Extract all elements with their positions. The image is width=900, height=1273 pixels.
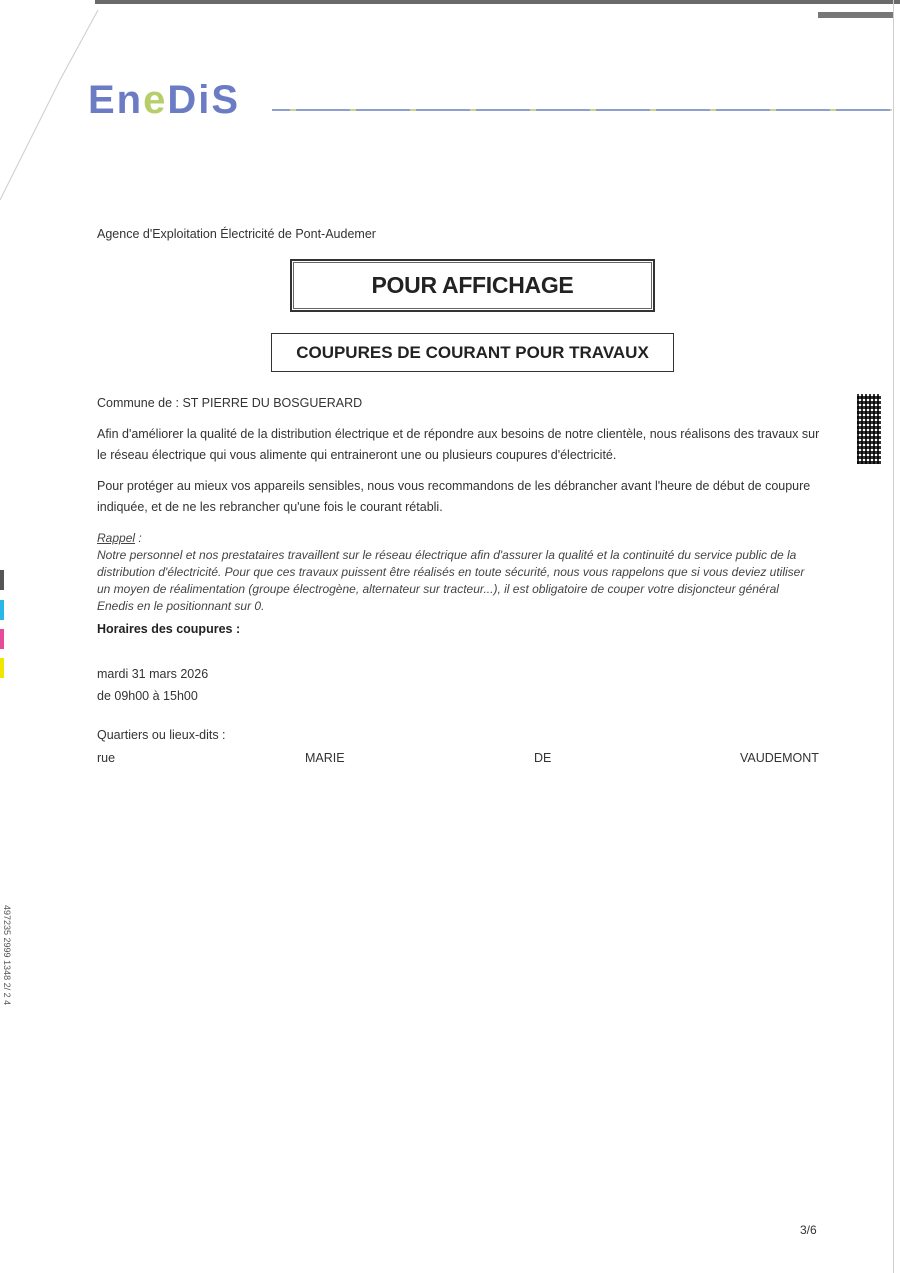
color-mark-black (0, 570, 4, 590)
subtitle-text: COUPURES DE COURANT POUR TRAVAUX (296, 342, 649, 362)
rappel-text: Notre personnel et nos prestataires travaillent sur le réseau électrique afin d'assurer la qualité et la continuité du service public de la distribution d'électricité. Pour que ces travaux puissent être réalisés en toute sécurité, nous vous rappelons que si vous deviez utiliser un moyen de réalimentation (groupe électrogène, alternateur sur tracteur...), il est obligatoire de couper votre disjoncteur général Enedis en le positionnant sur 0. (97, 548, 805, 613)
color-mark-magenta (0, 629, 4, 649)
side-reference-text: 497235 2999 1348 2/ 2 4 (2, 905, 12, 1006)
title-box (290, 259, 655, 312)
rappel-label: Rappel (97, 531, 136, 545)
page-number: 3/6 (800, 1223, 817, 1237)
scan-right-edge (893, 0, 894, 1273)
title-text: POUR AFFICHAGE (371, 272, 574, 298)
outage-time: de 09h00 à 15h00 (97, 689, 198, 703)
street-word-1: rue (97, 751, 116, 765)
street-word-4: VAUDEMONT (740, 751, 819, 765)
street-word-2: MARIE (305, 751, 345, 765)
horaires-heading: Horaires des coupures : (97, 622, 241, 636)
paragraph-advice: Pour protéger au mieux vos appareils sensibles, nous vous recommandons de les débrancher avant l'heure de début de coupure indiquée, et de ne les rebrancher qu'une fois le courant rétabli. (97, 479, 811, 514)
scan-top-edge (95, 0, 900, 4)
enedis-logo: EneDiS (88, 78, 241, 122)
subtitle-box (271, 333, 674, 372)
color-mark-cyan (0, 600, 4, 620)
commune-line: Commune de : ST PIERRE DU BOSGUERARD (97, 396, 363, 410)
scan-corner-mark (818, 12, 894, 18)
outage-schedule (97, 663, 208, 707)
rappel-block (97, 530, 817, 615)
logo-rule (272, 109, 892, 111)
street-word-3: DE (534, 751, 552, 765)
paragraph-intro: Afin d'améliorer la qualité de la distribution électrique et de répondre aux besoins de notre clientèle, nous réalisons des travaux sur le réseau électrique qui vous alimente qui entraineront une ou plusieurs coupures d'électricité. (97, 427, 820, 462)
color-mark-yellow (0, 658, 4, 678)
quartiers-label: Quartiers ou lieux-dits : (97, 728, 226, 742)
datamatrix-code (857, 394, 881, 464)
rappel-colon: : (135, 531, 142, 545)
agence-name: Agence d'Exploitation Électricité de Pont-Audemer (97, 227, 376, 241)
side-reference (0, 907, 14, 1057)
outage-date: mardi 31 mars 2026 (97, 667, 209, 681)
